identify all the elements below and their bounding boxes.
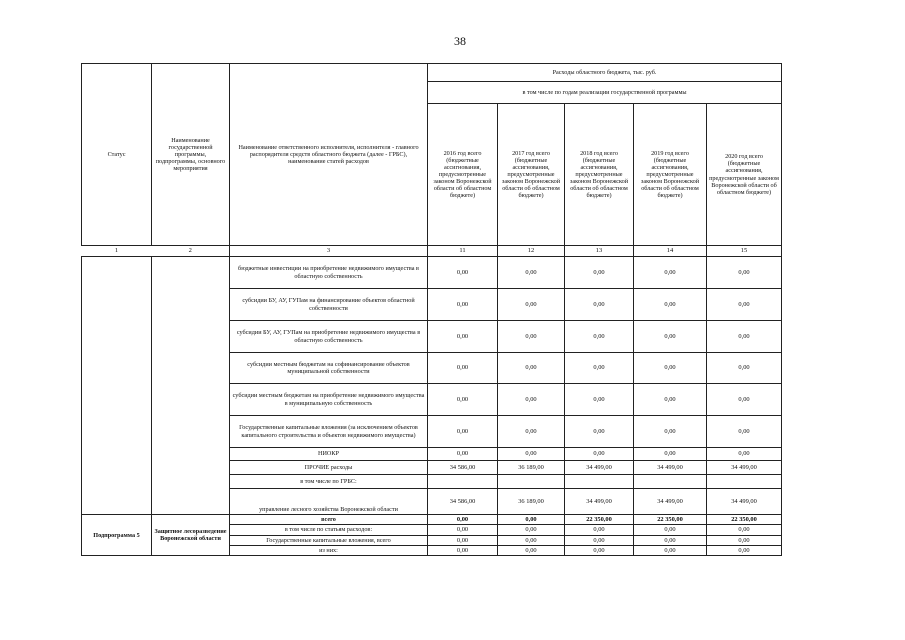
value-cell: 0,00 [707,546,782,556]
table-row [82,515,782,525]
value-cell: 0,00 [428,416,498,448]
value-cell: 0,00 [634,353,707,384]
value-cell: 0,00 [634,416,707,448]
value-cell: 0,00 [498,416,565,448]
row-label: управление лесного хозяйства Воронежской области [230,489,428,515]
value-cell: 0,00 [634,321,707,353]
value-cell: 0,00 [634,448,707,461]
value-cell: 34 586,00 [428,461,498,475]
value-cell: 0,00 [707,384,782,416]
row-label: в том числе по статьям расходов: [230,525,428,535]
value-cell: 0,00 [634,535,707,545]
value-cell: 0,00 [498,535,565,545]
header-by-years: в том числе по годам реализации государственной программы [428,82,782,104]
value-cell: 36 189,00 [498,461,565,475]
value-cell: 0,00 [565,384,634,416]
row-label: субсидии местным бюджетам на софинансирование объектов муниципальной собственности [230,353,428,384]
page-number: 38 [454,34,466,48]
value-cell: 0,00 [565,416,634,448]
budget-table [81,63,782,556]
status-cell-empty [82,257,152,515]
row-label: в том числе по ГРБС: [230,475,428,489]
value-cell: 22 350,00 [565,515,634,525]
column-number: 3 [230,246,428,257]
value-cell: 0,00 [498,384,565,416]
value-cell: 0,00 [634,525,707,535]
value-cell: 0,00 [498,546,565,556]
value-cell: 34 586,00 [428,489,498,515]
value-cell: 0,00 [428,535,498,545]
row-label: ПРОЧИЕ расходы [230,461,428,475]
column-number: 15 [707,246,782,257]
value-cell: 0,00 [707,448,782,461]
header-program-name: Наименование государственной программы, подпрограммы, основного мероприятия [152,64,230,246]
column-number: 14 [634,246,707,257]
subprogram-status: Подпрограмма 5 [82,515,152,556]
value-cell: 0,00 [428,546,498,556]
header-year-2019: 2019 год всего (бюджетные ассигнования, предусмотренные законом Воронежской области об областном бюджете) [634,104,707,246]
row-label: из них: [230,546,428,556]
value-cell [498,475,565,489]
header-year-2018: 2018 год всего (бюджетные ассигнования, предусмотренные законом Воронежской области об областном бюджете) [565,104,634,246]
column-number-row [82,246,782,257]
value-cell: 0,00 [428,353,498,384]
row-label: субсидии местным бюджетам на приобретение недвижимого имущества в муниципальную собственность [230,384,428,416]
value-cell: 0,00 [428,384,498,416]
value-cell: 0,00 [498,353,565,384]
value-cell: 22 350,00 [634,515,707,525]
header-year-2017: 2017 год всего (бюджетные ассигнования, предусмотренные законом Воронежской области об областном бюджете) [498,104,565,246]
header-budget-title: Расходы областного бюджета, тыс. руб. [428,64,782,82]
value-cell: 34 499,00 [565,489,634,515]
value-cell: 0,00 [498,525,565,535]
header-status: Статус [82,64,152,246]
value-cell: 0,00 [565,525,634,535]
column-number: 13 [565,246,634,257]
value-cell: 0,00 [428,257,498,289]
value-cell: 0,00 [707,535,782,545]
value-cell: 0,00 [707,257,782,289]
value-cell: 34 499,00 [707,489,782,515]
header-year-2020: 2020 год всего (бюджетные ассигнования, предусмотренные законом Воронежской области об областном бюджете) [707,104,782,246]
value-cell [428,475,498,489]
value-cell: 0,00 [634,384,707,416]
value-cell: 0,00 [565,353,634,384]
name-cell-empty [152,257,230,515]
value-cell: 0,00 [634,289,707,321]
table-row [82,257,782,289]
subprogram-name: Защитное лесоразведение Воронежской области [152,515,230,556]
row-label: субсидии БУ, АУ, ГУПам на приобретение недвижимого имущества в областную собственность [230,321,428,353]
value-cell: 0,00 [428,321,498,353]
value-cell: 0,00 [565,448,634,461]
value-cell: 0,00 [565,535,634,545]
value-cell: 0,00 [428,515,498,525]
value-cell: 0,00 [707,321,782,353]
value-cell: 34 499,00 [634,489,707,515]
value-cell: 34 499,00 [707,461,782,475]
value-cell: 0,00 [498,289,565,321]
header-year-2016: 2016 год всего (бюджетные ассигнования, предусмотренные законом Воронежской области об областном бюджете) [428,104,498,246]
column-number: 2 [152,246,230,257]
value-cell: 0,00 [498,257,565,289]
value-cell: 34 499,00 [565,461,634,475]
value-cell [565,475,634,489]
value-cell: 0,00 [707,353,782,384]
row-label: Государственные капитальные вложения, всего [230,535,428,545]
value-cell: 22 350,00 [707,515,782,525]
value-cell: 0,00 [634,546,707,556]
value-cell: 0,00 [565,289,634,321]
value-cell: 0,00 [428,525,498,535]
column-number: 12 [498,246,565,257]
column-number: 11 [428,246,498,257]
value-cell: 0,00 [565,257,634,289]
value-cell [634,475,707,489]
row-label: всего [230,515,428,525]
header-responsible: Наименование ответственного исполнителя, исполнителя - главного распорядителя средств областного бюджета (далее - ГРБС), наименование статей расходов [230,64,428,246]
value-cell [707,475,782,489]
row-label: Государственные капитальные вложения (за исключением объектов капитального строительства и объектов недвижимого имущества) [230,416,428,448]
row-label: субсидии БУ, АУ, ГУПам на финансирование объектов областной собственности [230,289,428,321]
value-cell: 0,00 [707,525,782,535]
value-cell: 0,00 [498,448,565,461]
value-cell: 0,00 [428,289,498,321]
value-cell: 0,00 [565,321,634,353]
value-cell: 34 499,00 [634,461,707,475]
row-label: бюджетные инвестиции на приобретение недвижимого имущества в областную собственность [230,257,428,289]
column-number: 1 [82,246,152,257]
value-cell: 0,00 [707,289,782,321]
row-label: НИОКР [230,448,428,461]
value-cell: 0,00 [428,448,498,461]
value-cell: 36 189,00 [498,489,565,515]
value-cell: 0,00 [707,416,782,448]
value-cell: 0,00 [565,546,634,556]
value-cell: 0,00 [498,515,565,525]
value-cell: 0,00 [498,321,565,353]
value-cell: 0,00 [634,257,707,289]
